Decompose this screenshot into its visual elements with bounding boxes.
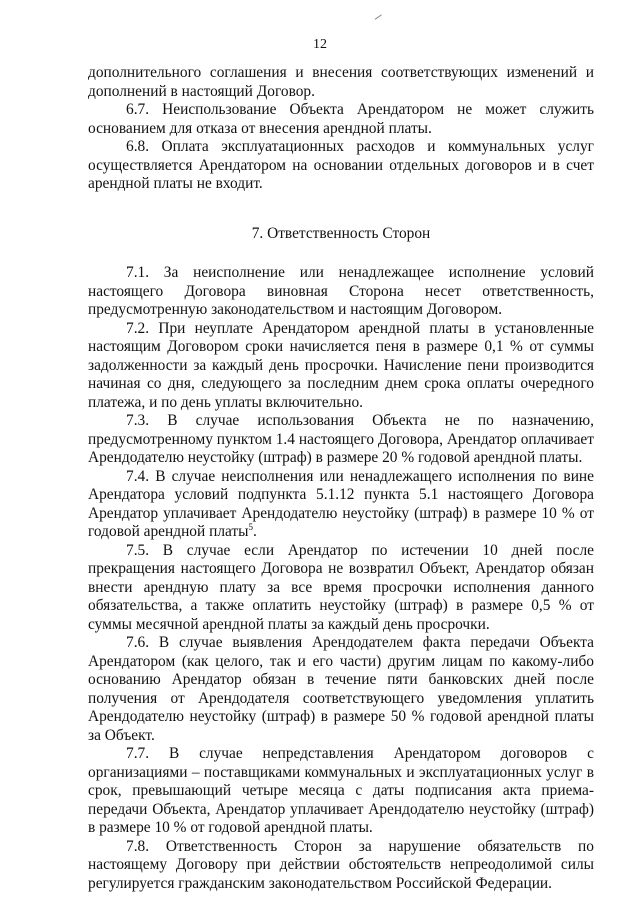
pen-mark (375, 14, 386, 24)
document-body (88, 64, 594, 893)
paragraph-6-7: 6.7. Неиспользование Объекта Арендатором не может служить основанием для отказа от внесения арендной платы. (88, 101, 594, 137)
page-number: 12 (313, 37, 327, 52)
paragraph-7-3: 7.3. В случае использования Объекта не по назначению, предусмотренному пунктом 1.4 настоящего Договора, Арендатор оплачивает Арендодателю неустойку (штраф) в размере 20 % годовой арендной платы. (88, 412, 594, 466)
paragraph-7-5: 7.5. В случае если Арендатор по истечении 10 дней после прекращения настоящего Договора не возвратил Объект, Арендатор обязан внести арендную плату за все время просрочки исполнения данного обязательства, а также оплатить неустойку (штраф) в размере 0,5 % от суммы месячной арендной платы за каждый день просрочки. (88, 541, 594, 633)
footnote-marker: 5 (248, 521, 254, 532)
paragraph-7-8: 7.8. Ответственность Сторон за нарушение обязательств по настоящему Договору при действии обстоятельств непреодолимой силы регулируется гражданским законодательством Российской Федерации. (88, 837, 594, 892)
paragraph-7-2: 7.2. При неуплате Арендатором арендной платы в установленные настоящим Договором сроки начисляется пеня в размере 0,1 % от суммы задолженности за каждый день просрочки. Начисление пени производится начиная со дня, следующего за последним днем срока оплаты очередного платежа, и по день уплаты включительно. (88, 319, 594, 411)
paragraph-6-8: 6.8. Оплата эксплуатационных расходов и коммунальных услуг осуществляется Арендатором на основании отдельных договоров и в счет арендной платы не входит. (88, 138, 594, 192)
paragraph-7-4-end: . (253, 523, 257, 540)
paragraph-7-1: 7.1. За неисполнение или ненадлежащее исполнение условий настоящего Договора виновная Сторона несет ответственность, предусмотренную законодательством и настоящим Договором. (88, 264, 594, 318)
paragraph-7-7: 7.7. В случае непредставления Арендатором договоров с организациями – поставщиками коммунальных и эксплуатационных услуг в срок, превышающий четыре месяца с даты подписания акта приема-передачи Объекта, Арендатор уплачивает Арендодателю неустойку (штраф) в размере 10 % от годовой арендной платы. (88, 745, 594, 836)
paragraph-7-4-text: 7.4. В случае неисполнения или ненадлежащего исполнения по вине Арендатора условий подпункта 5.1.12 пункта 5.1 настоящего Договора Арендатор уплачивает Арендодателю неустойку (штраф) в размере 10 % от годовой арендной платы (88, 467, 594, 540)
paragraph-7-4 (88, 468, 594, 542)
paragraph-7-6: 7.6. В случае выявления Арендодателем факта передачи Объекта Арендатором (как целого, так и его части) другим лицам по какому-либо основанию Арендатор обязан в течение пяти банковских дней после получения от Арендодателя соответствующего уведомления уплатить Арендодателю неустойку (штраф) в размере 50 % годовой арендной платы за Объект. (88, 634, 594, 744)
section-heading: 7. Ответственность Сторон (251, 224, 431, 242)
paragraph-continuation: дополнительного соглашения и внесения соответствующих изменений и дополнений в настоящий Договор. (88, 64, 594, 100)
